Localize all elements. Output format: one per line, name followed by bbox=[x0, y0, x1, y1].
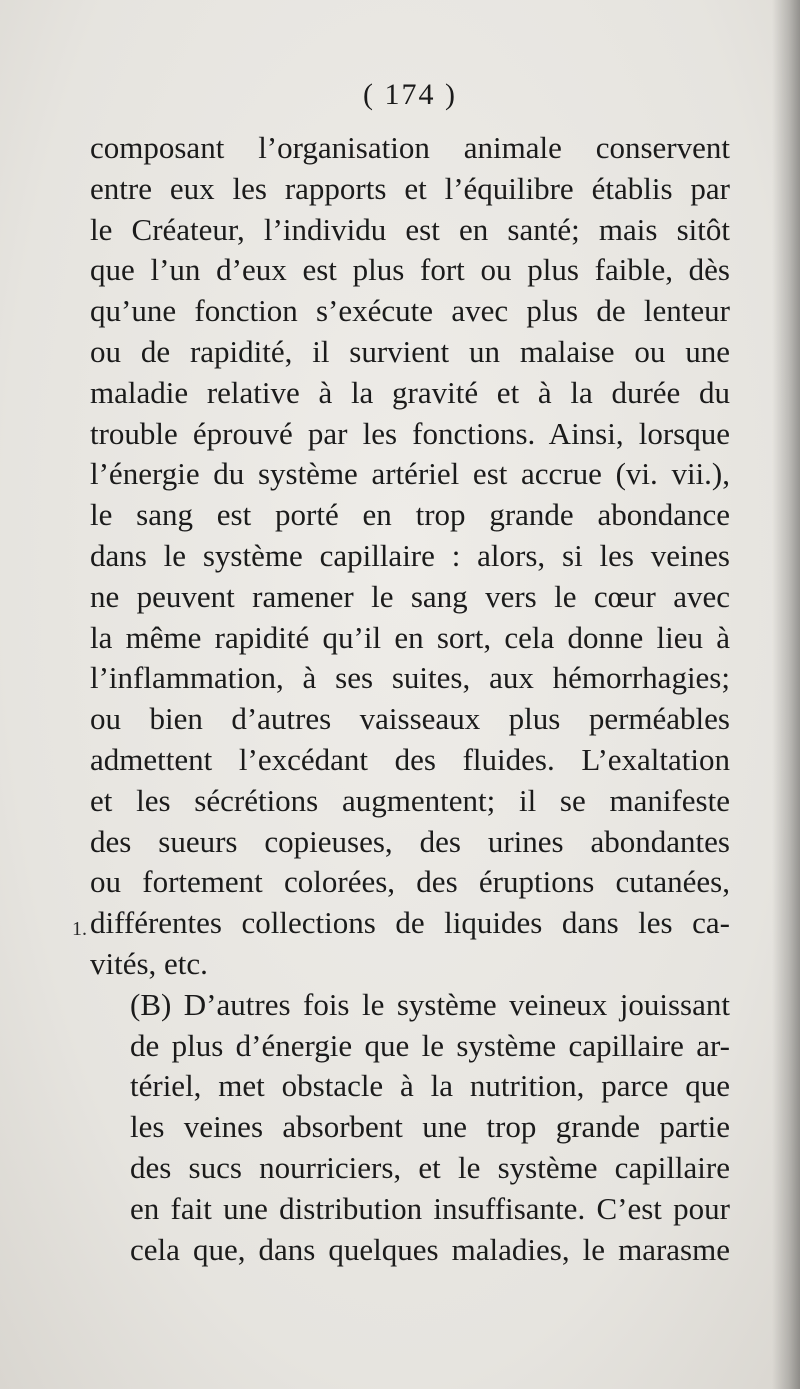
text-line: que l’un d’eux est plus fort ou plus faible, dès bbox=[90, 252, 730, 288]
text-line: ou fortement colorées, des éruptions cutanées, bbox=[90, 864, 730, 900]
text-line: en fait une distribution insuffisante. C’est pour bbox=[130, 1190, 730, 1226]
text-line: qu’une fonction s’exécute avec plus de lenteur bbox=[90, 293, 730, 329]
text-line: la même rapidité qu’il en sort, cela donne lieu à bbox=[90, 619, 730, 655]
text-line: l’énergie du système artériel est accrue (vi. vii.), bbox=[90, 456, 730, 492]
text-line: ou bien d’autres vaisseaux plus perméables bbox=[90, 701, 730, 737]
text-line: de plus d’énergie que le système capillaire ar- bbox=[130, 1027, 730, 1063]
text-line: dans le système capillaire : alors, si les veines bbox=[90, 537, 730, 573]
text-line: le sang est porté en trop grande abondance bbox=[90, 497, 730, 533]
text-line: (B) D’autres fois le système veineux jouissant bbox=[130, 986, 730, 1022]
text-line: cela que, dans quelques maladies, le marasme bbox=[130, 1231, 730, 1267]
text-line: des sucs nourriciers, et le système capillaire bbox=[130, 1149, 730, 1185]
text-line: maladie relative à la gravité et à la durée du bbox=[90, 374, 730, 410]
text-line: entre eux les rapports et l’équilibre établis par bbox=[90, 170, 730, 206]
text-line: tériel, met obstacle à la nutrition, parce que bbox=[130, 1068, 730, 1104]
text-line: l’inflammation, à ses suites, aux hémorrhagies; bbox=[90, 660, 730, 696]
text-line: vités, etc. bbox=[90, 945, 208, 981]
text-line: composant l’organisation animale conservent bbox=[90, 130, 730, 165]
margin-mark: 1. bbox=[72, 918, 87, 940]
body-text bbox=[90, 128, 730, 1270]
page-number: ( 174 ) bbox=[363, 78, 457, 111]
text-line: les veines absorbent une trop grande partie bbox=[130, 1109, 730, 1145]
text-line: ou de rapidité, il survient un malaise ou une bbox=[90, 333, 730, 369]
text-line: admettent l’excédant des fluides. L’exaltation bbox=[90, 741, 730, 777]
text-line: trouble éprouvé par les fonctions. Ainsi, lorsque bbox=[90, 415, 730, 451]
text-line: ne peuvent ramener le sang vers le cœur avec bbox=[90, 578, 730, 614]
text-line: différentes collections de liquides dans les ca- bbox=[90, 905, 730, 941]
text-line: et les sécrétions augmentent; il se manifeste bbox=[90, 782, 730, 818]
text-line: le Créateur, l’individu est en santé; mais sitôt bbox=[90, 211, 730, 247]
text-line: des sueurs copieuses, des urines abondantes bbox=[90, 823, 730, 859]
page-edge-shadow bbox=[772, 0, 800, 1389]
